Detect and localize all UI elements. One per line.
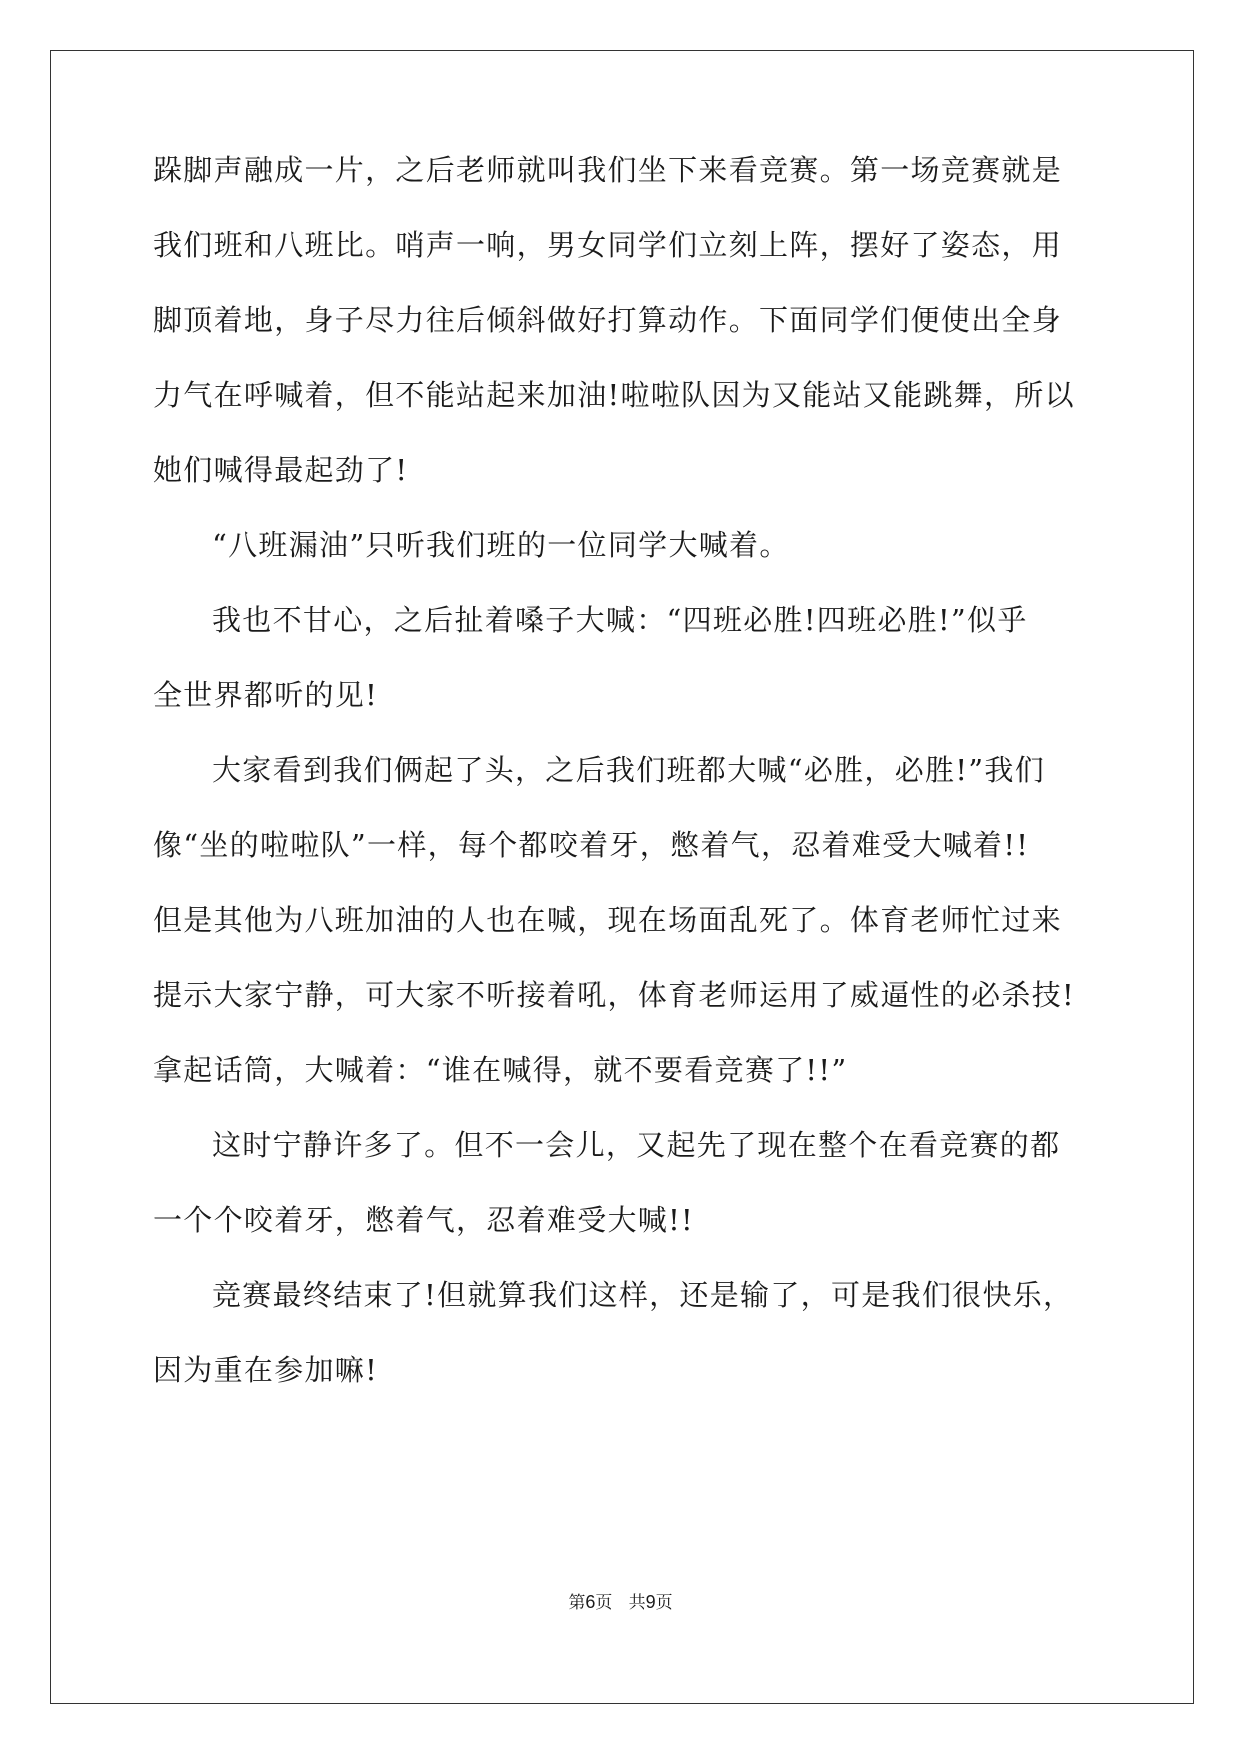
text-line: 脚顶着地，身子尽力往后倾斜做好打算动作。下面同学们便使出全身 (153, 303, 1063, 337)
text-line: 因为重在参加嘛! (153, 1353, 379, 1387)
text-line: 全世界都听的见! (153, 678, 379, 712)
current-page-number: 6 (585, 1592, 596, 1612)
text-line: 像“坐的啦啦队”一样，每个都咬着牙，憋着气，忍着难受大喊着!! (153, 828, 1030, 862)
page-prefix: 第 (568, 1593, 586, 1613)
total-pages-number: 9 (645, 1592, 656, 1612)
text-line: 我们班和八班比。哨声一响，男女同学们立刻上阵，摆好了姿态，用 (153, 228, 1063, 262)
text-line: 力气在呼喊着，但不能站起来加油!啦啦队因为又能站又能跳舞，所以 (153, 378, 1075, 412)
text-line: 提示大家宁静，可大家不听接着吼，体育老师运用了威逼性的必杀技! (153, 978, 1075, 1012)
text-line: 一个个咬着牙，憋着气，忍着难受大喊!! (153, 1203, 695, 1237)
text-line: 拿起话筒，大喊着：“谁在喊得，就不要看竞赛了!!” (153, 1053, 848, 1087)
text-line: 她们喊得最起劲了! (153, 453, 409, 487)
text-line: 这时宁静许多了。但不一会儿，又起先了现在整个在看竞赛的都 (212, 1128, 1061, 1162)
text-line: 我也不甘心，之后扯着嗓子大喊：“四班必胜!四班必胜!”似乎 (212, 603, 1028, 637)
text-line: 跺脚声融成一片，之后老师就叫我们坐下来看竞赛。第一场竞赛就是 (153, 153, 1063, 187)
total-prefix: 共 (628, 1593, 646, 1613)
text-line: “八班漏油”只听我们班的一位同学大喊着。 (212, 528, 790, 562)
text-line: 大家看到我们俩起了头，之后我们班都大喊“必胜，必胜!”我们 (212, 753, 1046, 787)
total-suffix: 页 (655, 1593, 673, 1613)
page-footer (0, 1590, 1241, 1615)
text-line: 但是其他为八班加油的人也在喊，现在场面乱死了。体育老师忙过来 (153, 903, 1063, 937)
page-suffix: 页 (595, 1593, 613, 1613)
text-line: 竞赛最终结束了!但就算我们这样，还是输了，可是我们很快乐， (212, 1278, 1074, 1312)
page-border (50, 50, 1194, 1704)
